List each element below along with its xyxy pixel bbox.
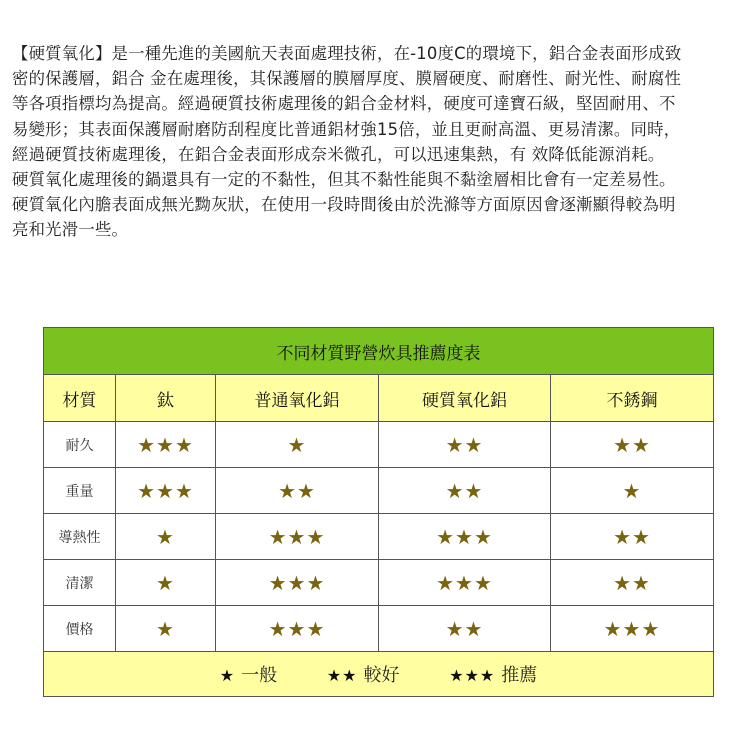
legend-item — [449, 661, 537, 687]
article-line: 密的保護層，鋁合 金在處理後，其保護層的膜層厚度、膜層硬度、耐磨性、耐光性、耐腐性 — [12, 69, 682, 89]
star-rating: ★ — [116, 514, 216, 560]
column-header: 鈦 — [116, 375, 216, 422]
star-rating: ★★★ — [379, 514, 551, 560]
article-line: 經過硬質技術處理後，在鋁合金表面形成奈米微孔，可以迅速集熱，有 效降低能源消耗。 — [12, 144, 665, 164]
recommendation-table — [43, 327, 714, 697]
star-rating: ★★★ — [116, 422, 216, 468]
star-rating: ★ — [116, 606, 216, 652]
article-line: 硬質氧化處理後的鍋還具有一定的不黏性，但其不黏性能與不黏塗層相比會有一定差易性。 — [12, 170, 676, 190]
star-rating: ★★★ — [116, 468, 216, 514]
star-rating: ★★★ — [379, 560, 551, 606]
table-title: 不同材質野營炊具推薦度表 — [44, 328, 714, 375]
star-rating: ★ — [216, 422, 379, 468]
row-label: 導熱性 — [44, 514, 116, 560]
legend-item — [327, 661, 400, 687]
article-line: 亮和光滑一些。 — [12, 220, 129, 240]
legend — [44, 652, 714, 697]
table-row — [44, 560, 714, 606]
star-rating: ★★ — [551, 514, 714, 560]
table-title-row — [44, 328, 714, 375]
star-icon: ★★★ — [449, 666, 496, 685]
legend-row — [44, 652, 714, 697]
legend-item — [220, 661, 277, 687]
star-rating: ★★ — [379, 606, 551, 652]
star-icon: ★ — [219, 666, 236, 685]
table-header-row — [44, 375, 714, 422]
column-header: 普通氧化鋁 — [216, 375, 379, 422]
row-label: 重量 — [44, 468, 116, 514]
legend-label: 推薦 — [501, 665, 538, 686]
column-header: 硬質氧化鋁 — [379, 375, 551, 422]
legend-label: 一般 — [241, 665, 278, 686]
recommendation-table-container — [43, 327, 713, 697]
star-rating: ★★ — [379, 422, 551, 468]
article-line: 等各項指標均為提高。經過硬質技術處理後的鋁合金材料，硬度可達寶石級，堅固耐用、不 — [12, 94, 676, 114]
star-rating: ★★★ — [551, 606, 714, 652]
row-label: 清潔 — [44, 560, 116, 606]
star-rating: ★★ — [379, 468, 551, 514]
star-rating: ★★ — [551, 422, 714, 468]
star-rating: ★ — [116, 560, 216, 606]
legend-label: 較好 — [363, 665, 400, 686]
table-row — [44, 468, 714, 514]
column-header: 不銹鋼 — [551, 375, 714, 422]
article-line: 【硬質氧化】是一種先進的美國航天表面處理技術，在-10度C的環境下，鋁合金表面形成致 — [12, 44, 682, 63]
article-line: 硬質氧化內膽表面成無光黝灰狀，在使用一段時間後由於洗滌等方面原因會逐漸顯得較為明 — [12, 195, 676, 215]
article-line: 易變形；其表面保護層耐磨防刮程度比普通鋁材強15倍，並且更耐高溫、更易清潔。同時， — [12, 119, 681, 139]
column-header: 材質 — [44, 375, 116, 422]
row-label: 耐久 — [44, 422, 116, 468]
star-rating: ★★★ — [216, 606, 379, 652]
table-row — [44, 514, 714, 560]
star-rating: ★ — [551, 468, 714, 514]
star-rating: ★★★ — [216, 514, 379, 560]
star-rating: ★★ — [216, 468, 379, 514]
star-rating: ★★★ — [216, 560, 379, 606]
star-icon: ★★ — [326, 666, 358, 685]
table-row — [44, 606, 714, 652]
article-text — [12, 41, 740, 243]
star-rating: ★★ — [551, 560, 714, 606]
row-label: 價格 — [44, 606, 116, 652]
table-row — [44, 422, 714, 468]
